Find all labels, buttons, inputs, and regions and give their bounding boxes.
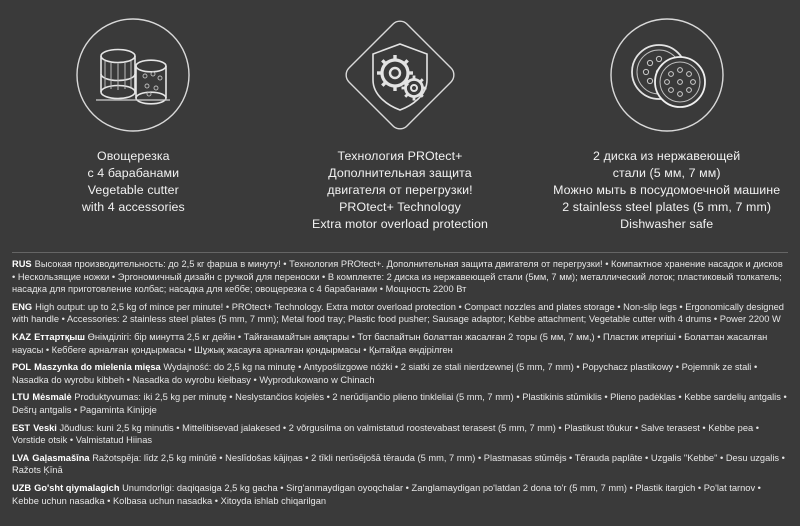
- feature-line: с 4 барабанами: [87, 166, 180, 180]
- feature-line: Технология PROtect+: [337, 149, 463, 163]
- language-product-title: Mėsmalė: [32, 392, 72, 403]
- feature-line: Dishwasher safe: [620, 217, 714, 231]
- language-row-uzb: [12, 482, 788, 507]
- language-product-title: Maszynka do mielenia mięsa: [34, 362, 161, 373]
- language-code: ENG: [12, 301, 33, 312]
- divider: [12, 252, 788, 253]
- language-code: LVA: [12, 452, 30, 463]
- language-code: LTU: [12, 392, 30, 403]
- language-code: UZB: [12, 482, 32, 493]
- language-row-est: [12, 422, 788, 447]
- feature-line: PROtect+ Technology: [339, 200, 461, 214]
- feature-line: Овощерезка: [96, 149, 170, 163]
- feature-protect-technology: [267, 16, 534, 233]
- language-product-title: Go'sht qiymalagich: [34, 482, 120, 493]
- feature-line: Можно мыть в посудомоечной машине: [553, 183, 781, 197]
- feature-vegetable-cutter-text: [82, 148, 185, 216]
- feature-line: Дополнительная защита: [328, 166, 472, 180]
- feature-line: 2 stainless steel plates (5 mm, 7 mm): [562, 200, 772, 214]
- feature-line: двигателя от перегрузки!: [327, 183, 473, 197]
- language-row-lva: [12, 452, 788, 477]
- stainless-steel-plates-icon: [608, 16, 726, 134]
- language-row-eng: [12, 301, 788, 326]
- language-text: Высокая производительность: до 2,5 кг фарша в минуту! • Технология PROtect+. Дополнительная защита двигателя от перегрузки! • Компактное хранение насадок и дисков • Нескользящие ножки • Эргономичный дизайн с ручкой для переноски • В комплекте: 2 диска из нержавеющей стали (5мм, 7 мм); металлический лоток; пластиковый толкатель; насадка для приготовление колбас; насадка для кеббе; овощерезка с 4 барабанами • Мощность 2200 Вт: [12, 259, 783, 295]
- language-descriptions: [0, 258, 800, 512]
- feature-protect-technology-text: [312, 148, 488, 233]
- language-row-kaz: [12, 331, 788, 356]
- language-row-ltu: [12, 391, 788, 416]
- language-code: EST: [12, 422, 31, 433]
- language-product-title: Gaļasmašīna: [32, 452, 90, 463]
- language-text: Produktyvumas: iki 2,5 kg per minutę • Neslystančios kojelės • 2 nerūdijančio plieno tinkleliai (5 mm, 7 mm) • Plastikinis stūmiklis • Plieno padėklas • Kebbe sardelių antgalis • Dešrų antgalis • Pagaminta Kinijoje: [12, 392, 787, 415]
- feature-line: Extra motor overload protection: [312, 217, 488, 231]
- language-row-rus: [12, 258, 788, 296]
- feature-line: with 4 accessories: [81, 200, 185, 214]
- feature-steel-plates-text: [553, 148, 780, 233]
- feature-line: стали (5 мм, 7 мм): [612, 166, 721, 180]
- gears-shield-protect-icon: [341, 16, 459, 134]
- language-code: RUS: [12, 259, 32, 269]
- language-code: KAZ: [12, 331, 32, 342]
- feature-vegetable-cutter: [0, 16, 267, 233]
- language-product-title: Еттартқыш: [34, 331, 86, 342]
- feature-row: [0, 0, 800, 233]
- language-product-title: Veski: [33, 422, 57, 433]
- feature-steel-plates: [533, 16, 800, 233]
- vegetable-cutter-drums-icon: [74, 16, 192, 134]
- language-text: Өнімділігі: бір минутта 2,5 кг дейін • Тайғанамайтын аяқтары • Тот баспайтын болаттан жасалған 2 торы (5 мм, 7 мм,) • Пластик итергіші • Болаттан жасалған науасы • Кеббеге арналған қондырмасы • Шұжық жасауға арналған қондырмасы • Қытайда өндірілген: [12, 331, 768, 355]
- feature-line: 2 диска из нержавеющей: [593, 149, 741, 163]
- language-text: Wydajność: do 2,5 kg na minutę • Antypoślizgowe nóżki • 2 siatki ze stali nierdzewnej (5 mm, 7 mm) • Popychacz plastikowy • Pojemnik ze stali • Nasadka do wyrobu kibbeh • Nasadka do wyrobu kiełbasy • Wyprodukowano w Chinach: [12, 362, 758, 385]
- feature-line: Vegetable cutter: [87, 183, 179, 197]
- language-text: Jõudlus: kuni 2,5 kg minutis • Mittelibisevad jalakesed • 2 võrgusilma on valmistatud roostevabast terasest (5 mm, 7 mm) • Plastikust tõukur • Salve terasest • Kebbe pea • Vorstide otsik • Valmistatud Hiinas: [12, 422, 760, 446]
- language-text: Ražotspēja: līdz 2,5 kg minūtē • Neslīdošas kājiņas • 2 tīkli nerūsējošā tērauda (5 mm, 7 mm) • Plastmasas stūmējs • Tērauda paplāte • Uzgalis "Kebbe" • Desu uzgalis • Ražots Ķīnā: [12, 452, 785, 476]
- language-text: Unumdorligi: daqiqasiga 2,5 kg gacha • Sirg'anmaydigan oyoqchalar • Zanglamaydigan po'latdan 2 dona to'r (5 mm, 7 mm) • Plastik itargich • Po'lat tarnov • Kebbe uchun nasadka • Kolbasa uchun nasadka • Xitoyda ishlab chiqarilgan: [12, 482, 761, 506]
- language-row-pol: [12, 361, 788, 386]
- language-code: POL: [12, 362, 32, 373]
- language-text: High output: up to 2,5 kg of mince per minute! • PROtect+ Technology. Extra motor overload protection • Compact nozzles and plates storage • Non-slip legs • Ergonomically designed with handle • Accessories: 2 stainless steel plates (5 mm, 7 mm); Metal food tray; Plastic food pusher; Sausage adaptor; Kebbe attachment; Vegetable cutter with 4 drums • Power 2200 W: [12, 301, 784, 325]
